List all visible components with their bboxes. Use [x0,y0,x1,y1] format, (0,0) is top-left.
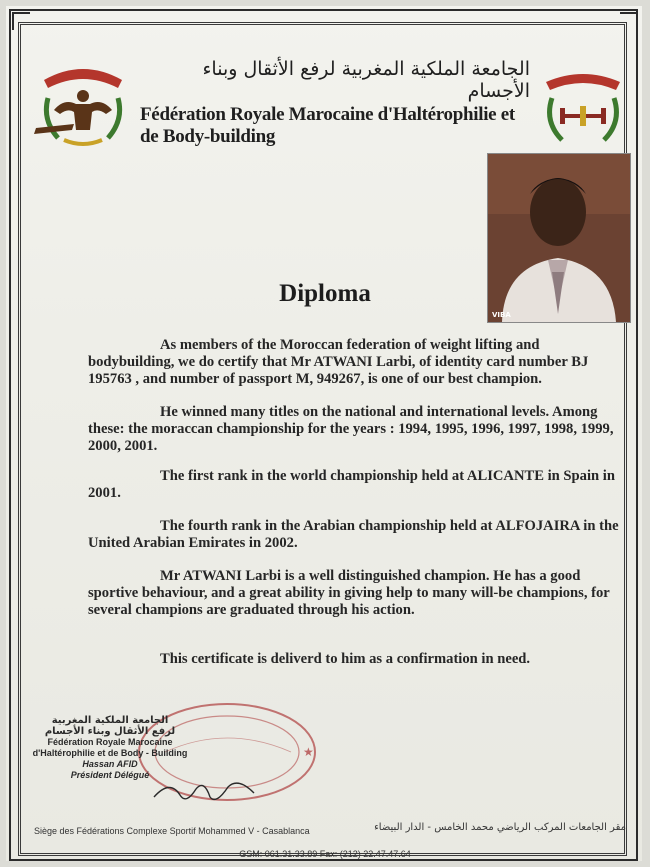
corner-ornament [620,12,638,30]
paragraph-world-rank [88,468,623,502]
paragraph-text: The first rank in the world championship held at ALICANTE in Spain in 2001. [88,468,615,501]
bodybuilder-logo [34,58,132,154]
footer-address-arabic: مقر الجامعات المركب الرياضي محمد الخامس - الدار البيضاء [374,822,626,833]
diploma-title: Diploma [279,280,371,307]
paragraph-text: As members of the Moroccan federation of weight lifting and bodybuilding, we do certify that Mr ATWANI Larbi, of identity card number BJ 195763 , and number of passport M, 949267, is one of our best champion. [88,337,589,387]
paragraph-arabian-rank [88,518,623,552]
federation-name-arabic: الجامعة الملكية المغربية لرفع الأثقال وبناء الأجسام [202,58,530,102]
federation-emblem [540,68,626,152]
signatory-name: Hassan AFID [82,759,138,769]
svg-text:★: ★ [303,745,314,759]
paragraph-confirmation [88,651,623,668]
paragraph-text: He winned many titles on the national and international levels. Among these: the moraccan championship for the years : 1994, 1995, 1996, 1997, 1998, 1999, 2000, 2001. [88,404,614,454]
paragraph-certification [88,337,623,388]
handwritten-signature [150,775,260,807]
photo-studio-tag: VIBA [492,311,511,319]
corner-ornament [12,12,30,30]
stamp-french-line: Fédération Royale Marocaine [47,737,173,747]
footer-address-french: Siège des Fédérations Complexe Sportif Mohammed V - Casablanca [34,826,310,836]
federation-name-french: Fédération Royale Marocaine d'Haltérophilie et de Body-building [140,104,515,147]
paragraph-text: The fourth rank in the Arabian championship held at ALFOJAIRA in the United Arabian Emirates in 2002. [88,518,619,551]
federation-stamp-text [30,715,190,781]
stamp-arabic-line: الجامعة الملكية المغربية [51,715,169,726]
paragraph-text: This certificate is deliverd to him as a confirmation in need. [160,651,531,667]
stamp-french-line: d'Haltérophilie et de Body - Building [32,748,188,758]
stamp-arabic-line: لرفع الأثقال وبناء الأجسام [44,726,176,737]
paragraph-text: Mr ATWANI Larbi is a well distinguished champion. He has a good sportive behaviour, and a great ability in giving help to many will-be champions, for several champions are graduated through his action. [88,568,610,618]
signatory-role: Président Délégué [70,770,150,780]
paragraph-titles [88,404,623,455]
paragraph-champion-description [88,568,623,619]
footer-contact: GSM: 061.31.33.89 Fax: (212) 22.47.47.64 [239,849,411,859]
